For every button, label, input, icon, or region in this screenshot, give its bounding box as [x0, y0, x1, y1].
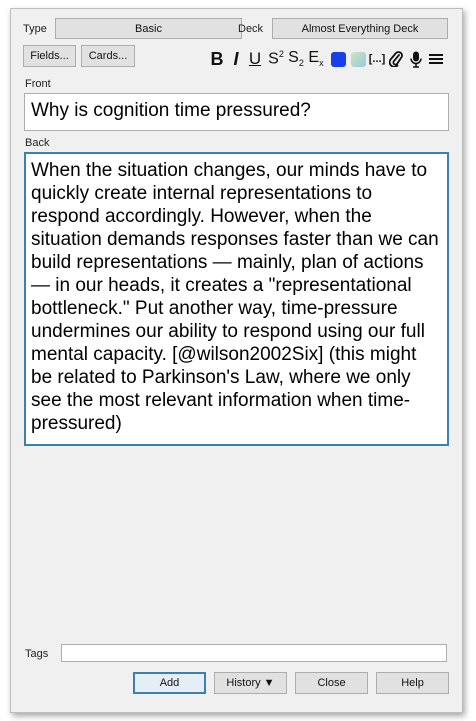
add-note-window: [10, 8, 463, 713]
underline-button[interactable]: U: [248, 49, 262, 68]
superscript-icon: $S^2$: [268, 49, 284, 68]
note-type-button[interactable]: Basic: [55, 18, 242, 39]
back-field-text: When the situation changes, our minds have to quickly create internal representations to respond accordingly. However, when the situation demands responses faster than we can build representations — mainly, plan of actions — in our heads, it creates a "representational bottleneck." Put another way, time-pressure undermines our ability to respond using our full mental capacity. [@wilson2002Six] (this might be related to Parkinson's Law, where we only see the most relevant information when time-pressured): [31, 160, 439, 434]
bold-button[interactable]: B: [210, 48, 224, 69]
deck-button[interactable]: Almost Everything Deck: [272, 18, 448, 39]
cloze-button[interactable]: [...]: [368, 53, 386, 65]
history-button[interactable]: History ▼: [214, 672, 287, 694]
highlight-color-button[interactable]: [349, 49, 367, 69]
highlight-color-swatch-icon: [351, 52, 366, 67]
paperclip-icon: [389, 51, 403, 67]
fields-button[interactable]: Fields...: [23, 45, 76, 67]
text-color-swatch-icon: [331, 52, 346, 67]
back-field-label: Back: [25, 137, 50, 149]
front-field-text: Why is cognition time pressured?: [31, 100, 311, 121]
record-audio-button[interactable]: [408, 49, 424, 69]
subscript-button[interactable]: [287, 49, 305, 69]
add-button[interactable]: Add: [133, 672, 206, 694]
hamburger-menu-icon: [429, 53, 443, 65]
more-options-button[interactable]: [428, 49, 444, 69]
cards-button[interactable]: Cards...: [81, 45, 135, 67]
type-label: Type: [23, 23, 47, 35]
front-field[interactable]: [24, 93, 449, 131]
eraser-icon: $E_x$: [308, 49, 324, 69]
text-color-button[interactable]: [329, 49, 347, 69]
tags-input[interactable]: [61, 644, 447, 662]
front-field-label: Front: [25, 78, 51, 90]
deck-label: Deck: [238, 23, 264, 35]
attach-button[interactable]: [388, 49, 404, 69]
clear-format-button[interactable]: [307, 49, 325, 69]
superscript-button[interactable]: [267, 49, 285, 69]
back-field[interactable]: [24, 152, 449, 446]
tags-input-value: [62, 645, 446, 649]
tags-label: Tags: [25, 648, 49, 660]
close-button[interactable]: Close: [295, 672, 368, 694]
subscript-icon: $S_2$: [288, 49, 304, 69]
italic-button[interactable]: I: [233, 48, 239, 69]
help-button[interactable]: Help: [376, 672, 449, 694]
microphone-icon: [410, 51, 422, 68]
